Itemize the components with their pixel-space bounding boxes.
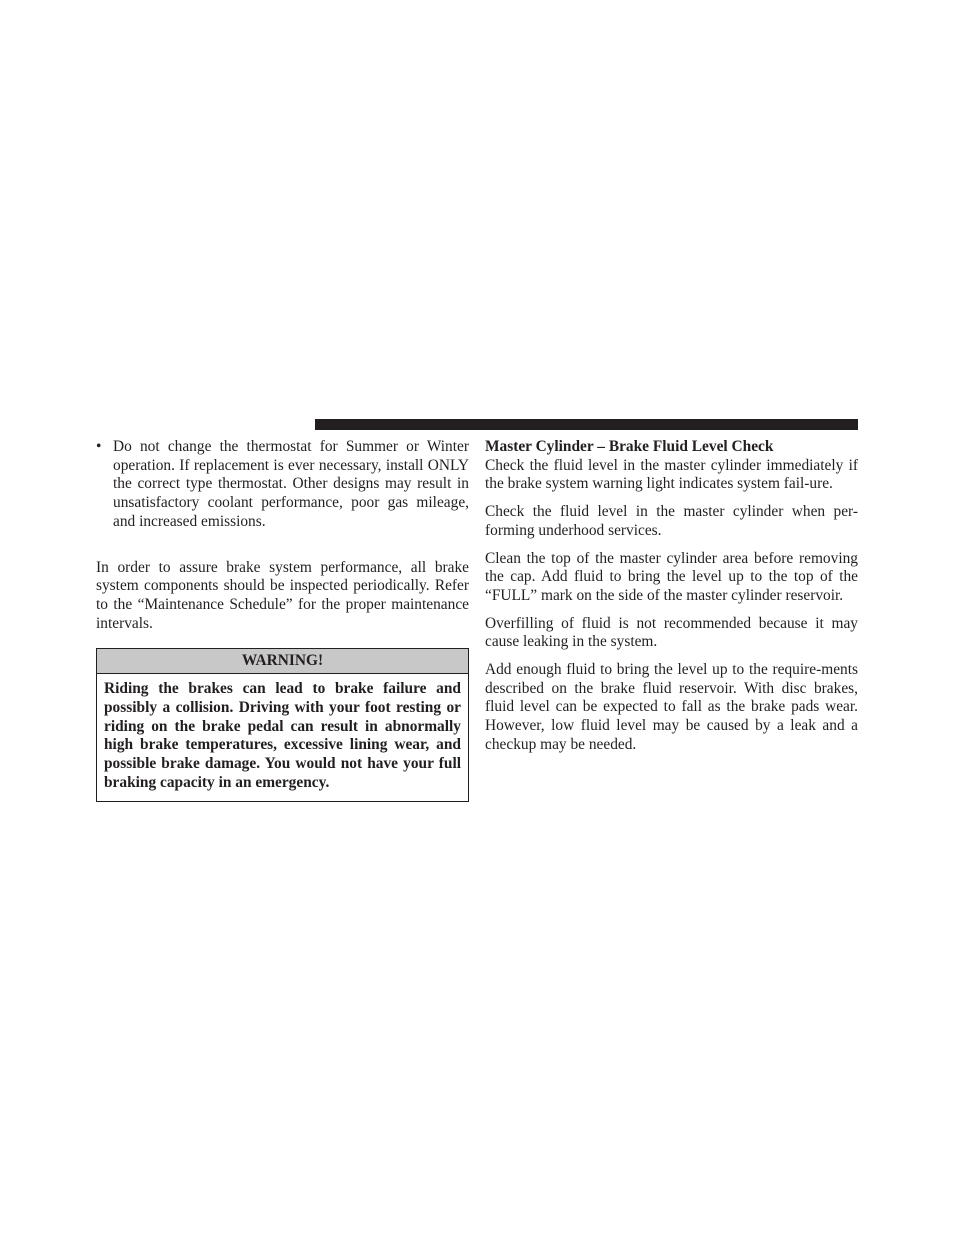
paragraph-add-enough-fluid: Add enough fluid to bring the level up to the require-ments described on the brake fluid reservoir. With disc brakes, fluid level can be expected to fall as the brake pads wear. However, low fluid level may be caused by a leak and a checkup may be needed. — [485, 661, 858, 753]
right-column — [485, 438, 858, 755]
paragraph-overfilling: Overfilling of fluid is not recommended because it may cause leaking in the system. — [485, 614, 858, 651]
warning-body: Riding the brakes can lead to brake failure and possibly a collision. Driving with your foot resting or riding on the brake pedal can result in abnormally high brake temperatures, excessive lining wear, and possible brake damage. You would not have your full braking capacity in an emergency. — [104, 680, 461, 791]
brakes-intro-paragraph: In order to assure brake system performance, all brake system components should be inspected periodically. Refer to the “Maintenance Schedule” for the proper maintenance intervals. — [96, 558, 469, 632]
paragraph-clean-and-add-fluid: Clean the top of the master cylinder area before removing the cap. Add fluid to bring the level up to the top of the “FULL” mark on the side of the master cylinder reservoir. — [485, 549, 858, 604]
warning-box — [96, 648, 469, 801]
warning-title: WARNING! — [97, 649, 468, 674]
section-heading: Master Cylinder – Brake Fluid Level Check — [485, 438, 774, 455]
left-column — [96, 438, 469, 802]
section-header-bar — [315, 419, 858, 430]
bullet-text: Do not change the thermostat for Summer or Winter operation. If replacement is ever necessary, install ONLY the correct type thermostat. Other designs may result in unsatisfactory coolant performance, poor gas mileage, and increased emissions. — [113, 438, 469, 530]
bullet-icon: • — [96, 438, 102, 455]
paragraph-fluid-check-warning-light: Check the fluid level in the master cylinder immediately if the brake system warning light indicates system fail-ure. — [485, 456, 858, 493]
bullet-item-thermostat — [96, 438, 469, 532]
paragraph-fluid-check-underhood: Check the fluid level in the master cylinder when per-forming underhood services. — [485, 503, 858, 539]
